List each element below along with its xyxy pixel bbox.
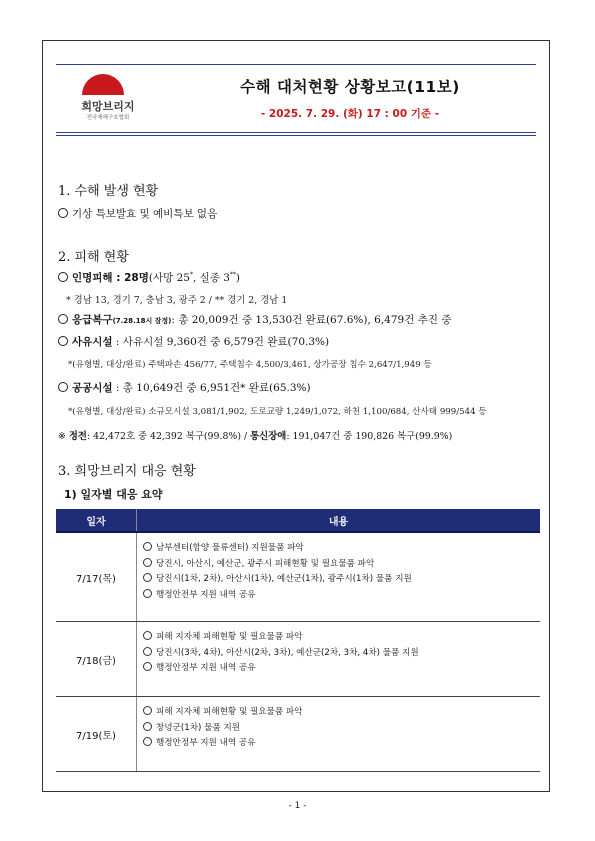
list-item: 창녕군(1차) 물품 지원 xyxy=(143,721,540,737)
bullet-circle-icon xyxy=(143,589,152,598)
private-facility-line: 사유시설 : 사유시설 9,360건 중 6,579건 완료(70.3%) xyxy=(58,334,329,349)
recovery-line: 응급복구(7.28.18시 잠정): 총 20,009건 중 13,530건 완료(67.6%), 6,479건 추진 중 xyxy=(58,312,451,327)
table-row xyxy=(56,533,540,622)
list-item: 행정안정부 지원 내역 공유 xyxy=(143,736,540,752)
logo-arc-icon xyxy=(82,74,124,95)
row-date: 7/19(토) xyxy=(56,697,137,771)
bullet-circle-icon xyxy=(58,272,68,282)
logo xyxy=(62,74,154,126)
report-date: - 2025. 7. 29. (화) 17 : 00 기준 - xyxy=(260,108,440,120)
outage-line: ※ 정전: 42,472호 중 42,392 복구(99.8%) / 통신장애: 191,047건 중 190,826 복구(99.9%) xyxy=(58,431,453,442)
bullet-circle-icon xyxy=(143,573,152,582)
list-item: 남부센터(함양 물류센터) 지원물품 파악 xyxy=(143,541,540,557)
list-item: 피해 지자체 피해현황 및 필요물품 파악 xyxy=(143,630,540,646)
bullet-circle-icon xyxy=(58,382,68,392)
bullet-circle-icon xyxy=(143,662,152,671)
row-content xyxy=(137,697,540,771)
row-date: 7/17(목) xyxy=(56,533,137,621)
list-item: 행정안정부 지원 내역 공유 xyxy=(143,661,540,677)
list-item: 피해 지자체 피해현황 및 필요물품 파악 xyxy=(143,705,540,721)
bullet-circle-icon xyxy=(143,722,152,731)
section-3-subheading: 1) 일자별 대응 요약 xyxy=(64,488,163,501)
col-header-date: 일자 xyxy=(56,509,137,531)
row-content xyxy=(137,533,540,621)
bullet-circle-icon xyxy=(143,737,152,746)
bullet-circle-icon xyxy=(143,647,152,656)
bullet-circle-icon xyxy=(143,558,152,567)
list-item: 당진시, 아산시, 예산군, 광주시 피해현황 및 필요물품 파악 xyxy=(143,557,540,573)
logo-subtitle: 전국재해구호협회 xyxy=(86,115,130,121)
bullet-circle-icon xyxy=(143,542,152,551)
bullet-circle-icon xyxy=(58,208,68,218)
section-2-heading: 2. 피해 현황 xyxy=(58,250,129,265)
list-item: 행정안전부 지원 내역 공유 xyxy=(143,588,540,604)
response-table xyxy=(56,509,540,772)
bullet-circle-icon xyxy=(58,336,68,346)
list-item: 당진시(3차, 4차), 아산시(2차, 3차), 예산군(2차, 3차, 4차) 물품 지원 xyxy=(143,646,540,662)
section-3-heading: 3. 희망브리지 대응 현황 xyxy=(58,464,196,479)
col-header-content: 내용 xyxy=(328,516,349,528)
header-rule-bottom xyxy=(56,132,536,133)
report-title: 수해 대처현황 상황보고(11보) xyxy=(240,78,460,96)
casualty-line: 인명피해 : 28명(사망 25*, 실종 3**) xyxy=(58,270,240,285)
private-facility-note: *(유형별, 대상/완료) 주택파손 456/77, 주택침수 4,500/3,461, 상가공장 침수 2,647/1,949 등 xyxy=(68,360,432,370)
public-facility-line: 공공시설 : 총 10,649건 중 6,951건* 완료(65.3%) xyxy=(58,380,311,395)
bullet-circle-icon xyxy=(58,314,68,324)
bullet-circle-icon xyxy=(143,706,152,715)
section-1-heading: 1. 수해 발생 현황 xyxy=(58,184,159,199)
section-1-item: 기상 특보발효 및 예비특보 없음 xyxy=(58,206,217,221)
table-row xyxy=(56,697,540,772)
casualty-note: * 경남 13, 경기 7, 충남 3, 광주 2 / ** 경기 2, 경남 1 xyxy=(66,295,288,306)
header-rule-top xyxy=(56,64,536,65)
list-item: 당진시(1차, 2차), 아산시(1차), 예산군(1차), 광주시(1차) 물품 지원 xyxy=(143,572,540,588)
table-row xyxy=(56,622,540,697)
header-rule-bottom-thin xyxy=(56,135,536,136)
page-number: - 1 - xyxy=(288,801,307,811)
bullet-circle-icon xyxy=(143,631,152,640)
table-header xyxy=(56,509,540,533)
row-date: 7/18(금) xyxy=(56,622,137,696)
logo-name: 희망브리지 xyxy=(81,100,135,113)
public-facility-note: *(유형별, 대상/완료) 소규모시설 3,081/1,902, 도로교량 1,249/1,072, 하천 1,100/684, 산사태 999/544 등 xyxy=(68,407,487,417)
row-content xyxy=(137,622,540,696)
